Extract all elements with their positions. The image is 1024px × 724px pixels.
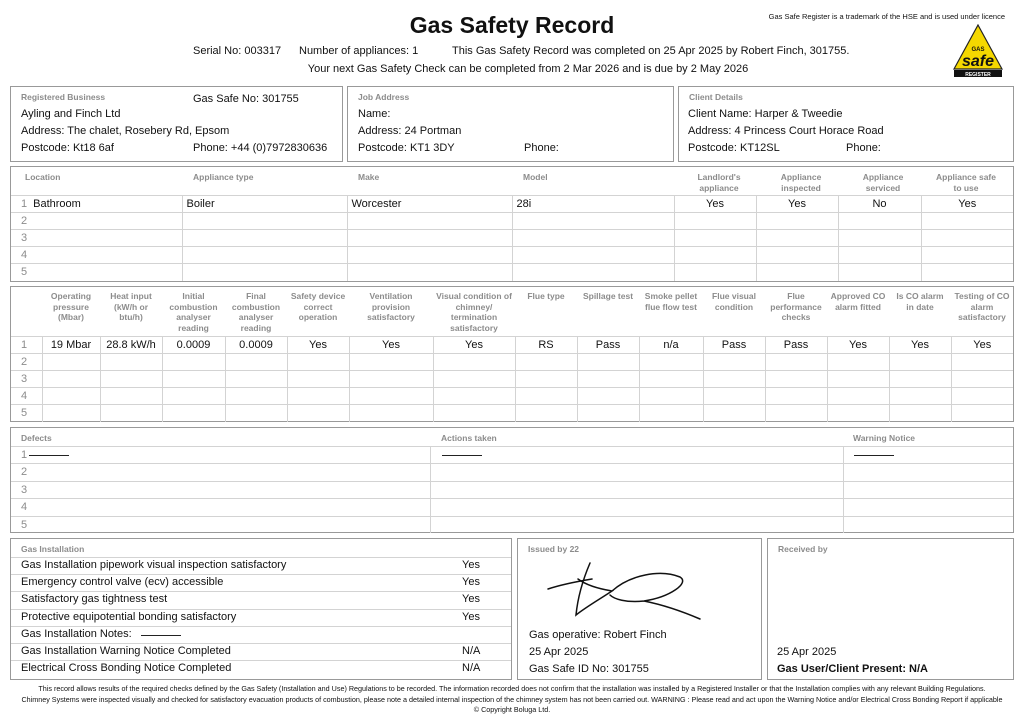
checks-cell — [827, 388, 889, 405]
checks-col-header: Smoke pellet flue flow test — [644, 291, 698, 312]
appliance-cell — [838, 264, 921, 281]
action-dash — [442, 455, 482, 456]
business-postcode: Postcode: Kt18 6af — [21, 142, 114, 154]
checks-col-header: Heat input (kW/h or btu/h) — [110, 291, 152, 322]
appliance-cell — [921, 264, 1013, 281]
col-appliance-safe: Appliance safe to use — [936, 172, 996, 193]
appliance-cell — [674, 213, 756, 230]
checks-cell — [703, 354, 765, 371]
checks-cell — [639, 405, 703, 422]
checks-cell: Yes — [827, 337, 889, 354]
installation-item-value: Yes — [462, 559, 480, 571]
defect-row-number: 1 — [21, 449, 28, 461]
business-name: Ayling and Finch Ltd — [21, 108, 121, 120]
checks-cell — [433, 371, 515, 388]
gas-installation-label: Gas Installation — [21, 544, 85, 554]
appliance-cell — [512, 264, 674, 281]
client-address: Address: 4 Princess Court Horace Road — [688, 125, 884, 137]
received-by-label: Received by — [778, 544, 828, 554]
checks-cell — [577, 371, 639, 388]
next-check-statement: Your next Gas Safety Check can be completed from 2 Mar 2026 and is due by 2 May 2026 — [307, 63, 749, 75]
checks-cell — [889, 354, 951, 371]
appliance-row — [11, 213, 1013, 230]
checks-cell — [765, 388, 827, 405]
appliance-cell — [512, 247, 674, 264]
appliance-cell — [347, 247, 512, 264]
checks-cell — [765, 354, 827, 371]
col-make: Make — [358, 172, 380, 182]
checks-row — [11, 388, 1013, 405]
business-gas-safe-no: Gas Safe No: 301755 — [193, 93, 299, 105]
installation-row-line — [11, 557, 511, 558]
checks-cell — [639, 371, 703, 388]
checks-cell — [225, 371, 287, 388]
checks-cell: 28.8 kW/h — [100, 337, 162, 354]
footer-disclaimer — [18, 684, 1006, 716]
checks-row — [11, 371, 1013, 388]
checks-cell — [433, 405, 515, 422]
appliance-cell — [921, 213, 1013, 230]
defect-row-line — [11, 446, 1013, 447]
checks-cell: RS — [515, 337, 577, 354]
appliance-location-cell — [11, 196, 182, 213]
row-number: 4 — [11, 388, 42, 405]
checks-cell — [162, 354, 225, 371]
installation-row-line — [11, 609, 511, 610]
notes-dash — [141, 635, 181, 636]
installation-row-line — [11, 660, 511, 661]
appliance-cell — [921, 230, 1013, 247]
appliance-cell — [512, 230, 674, 247]
checks-cell — [889, 405, 951, 422]
checks-cell — [100, 371, 162, 388]
installation-item-value: Yes — [462, 610, 480, 623]
checks-cell — [827, 354, 889, 371]
checks-cell — [42, 354, 100, 371]
appliance-cell: Yes — [921, 196, 1013, 213]
checks-cell — [162, 405, 225, 422]
logo-top-text: GAS — [971, 47, 985, 53]
issued-by-panel — [517, 538, 762, 680]
footer-line-2: Chimney Systems were inspected visually and checked for satisfactory evacuation products of combustion, please note a detailed internal inspection of the chimney system has not been carried out. WARNING : Please read and act upon the Warning Notice and/or Electrical Cross Bonding Report if applicable — [21, 694, 1003, 704]
job-postcode: Postcode: KT1 3DY — [358, 142, 455, 154]
defect-row-line — [11, 516, 1013, 517]
appliance-location-cell — [11, 230, 182, 247]
client-details-label: Client Details — [689, 92, 743, 102]
checks-col-header: Flue performance checks — [770, 291, 822, 322]
defect-row-number: 5 — [21, 518, 28, 531]
checks-cell — [100, 354, 162, 371]
job-address-label: Job Address — [358, 92, 410, 102]
checks-col-header: Spillage test — [582, 291, 634, 301]
appliance-cell — [838, 230, 921, 247]
appliance-cell — [182, 264, 347, 281]
appliance-cell — [347, 213, 512, 230]
checks-cell — [42, 405, 100, 422]
serial-number: Serial No: 003317 — [193, 45, 282, 57]
checks-cell — [162, 388, 225, 405]
checks-col-header: Flue type — [527, 291, 565, 301]
warning-notice-label: Warning Notice — [853, 433, 916, 443]
checks-col-header: Operating pressure (Mbar) — [50, 291, 92, 322]
col-location: Location — [25, 172, 61, 182]
checks-cell — [349, 405, 433, 422]
checks-col-header: Is CO alarm in date — [896, 291, 944, 312]
checks-cell — [703, 371, 765, 388]
checks-row — [11, 405, 1013, 422]
checks-cell — [515, 371, 577, 388]
checks-cell: Yes — [433, 337, 515, 354]
checks-cell — [515, 354, 577, 371]
appliance-cell: Worcester — [347, 196, 512, 213]
checks-cell — [827, 405, 889, 422]
appliance-cell — [347, 264, 512, 281]
appliance-cell — [674, 247, 756, 264]
appliance-cell: No — [838, 196, 921, 213]
checks-cell: Yes — [287, 337, 349, 354]
warning-dash — [854, 455, 894, 456]
row-number: 1 — [11, 337, 42, 354]
job-address: Address: 24 Portman — [358, 125, 462, 137]
job-address-panel — [347, 86, 674, 162]
appliance-row — [11, 264, 1013, 281]
checks-cell: 0.0009 — [162, 337, 225, 354]
checks-cell — [287, 405, 349, 422]
checks-cell — [951, 371, 1013, 388]
footer-copyright: © Copyright Boluga Ltd. — [473, 705, 551, 714]
issued-date: 25 Apr 2025 — [529, 646, 589, 658]
defect-row-number: 3 — [21, 483, 28, 496]
checks-cell — [827, 371, 889, 388]
appliances-panel — [10, 166, 1014, 282]
installation-item-label: Satisfactory gas tightness test — [21, 593, 168, 606]
checks-cell — [349, 354, 433, 371]
registered-business-panel — [10, 86, 343, 162]
appliance-location-cell — [11, 247, 182, 264]
installation-item-label: Gas Installation Warning Notice Completed — [21, 645, 231, 657]
checks-col-header: Approved CO alarm fitted — [830, 291, 886, 312]
checks-cell — [287, 388, 349, 405]
row-number: 2 — [21, 215, 28, 227]
appliance-cell — [756, 247, 838, 264]
checks-cell — [951, 405, 1013, 422]
checks-cell — [162, 371, 225, 388]
page-title: Gas Safety Record — [409, 12, 615, 38]
appliance-cell — [182, 213, 347, 230]
checks-cell — [515, 388, 577, 405]
checks-cell — [577, 405, 639, 422]
appliance-cell — [512, 213, 674, 230]
business-address: Address: The chalet, Rosebery Rd, Epsom — [21, 125, 230, 137]
appliance-row — [11, 196, 1013, 213]
row-number: 3 — [11, 371, 42, 388]
checks-col-header: Safety device correct operation — [290, 291, 346, 322]
appliance-row — [11, 247, 1013, 264]
installation-item-value: Yes — [462, 593, 480, 606]
appliance-cell: Yes — [674, 196, 756, 213]
checks-table — [11, 336, 1013, 422]
installation-item-label: Emergency control valve (ecv) accessible — [21, 576, 224, 589]
appliance-cell — [182, 230, 347, 247]
checks-cell: Pass — [765, 337, 827, 354]
checks-row — [11, 354, 1013, 371]
installation-item-label: Gas Installation Notes: — [21, 627, 132, 640]
checks-cell — [287, 354, 349, 371]
checks-cell — [703, 388, 765, 405]
logo-bottom-text: REGISTER — [965, 72, 991, 78]
appliance-cell — [182, 247, 347, 264]
row-number: 5 — [11, 405, 42, 422]
checks-cell — [42, 371, 100, 388]
checks-cell — [287, 371, 349, 388]
installation-row-line — [11, 626, 511, 627]
checks-col-header: Initial combustion analyser reading — [169, 291, 218, 333]
row-number: 1 — [21, 198, 28, 210]
checks-col-header: Visual condition of chimney/ termination satisfactory — [436, 291, 512, 333]
row-number: 5 — [21, 266, 28, 279]
job-phone: Phone: — [524, 142, 559, 154]
client-postcode: Postcode: KT12SL — [688, 142, 780, 154]
appliance-cell — [674, 230, 756, 247]
gas-safe-logo — [953, 24, 1003, 79]
client-phone: Phone: — [846, 142, 881, 154]
appliance-cell — [756, 230, 838, 247]
logo-main-text: safe — [961, 53, 995, 70]
appliance-cell — [674, 264, 756, 281]
checks-cell — [225, 405, 287, 422]
footer-line-1: This record allows results of the required checks defined by the Gas Safety (Installation and Use) Regulations to be recorded. The information recorded does not confirm that the installation was installed by a Registered Installer or that the Installation complies with any relevant Building Regulations. — [38, 684, 986, 693]
business-phone: Phone: +44 (0)7972830636 — [193, 142, 328, 154]
checks-cell — [433, 354, 515, 371]
checks-col-header: Flue visual condition — [712, 291, 756, 312]
job-name: Name: — [358, 108, 391, 120]
appliance-cell: Boiler — [182, 196, 347, 213]
actions-taken-label: Actions taken — [441, 433, 497, 443]
checks-cell — [577, 354, 639, 371]
installation-row-line — [11, 591, 511, 592]
checks-cell — [349, 388, 433, 405]
appliance-cell — [921, 247, 1013, 264]
checks-col-header: Final combustion analyser reading — [231, 291, 281, 333]
client-present: Gas User/Client Present: N/A — [777, 663, 928, 675]
checks-cell — [433, 388, 515, 405]
defects-panel — [10, 427, 1014, 533]
completion-statement: This Gas Safety Record was completed on 25 Apr 2025 by Robert Finch, 301755. — [452, 45, 850, 57]
col-appliance-serviced: Appliance serviced — [862, 172, 904, 193]
row-number: 3 — [21, 232, 28, 244]
installation-item-value: Yes — [462, 576, 480, 589]
row-number: 4 — [21, 249, 28, 261]
checks-row — [11, 337, 1013, 354]
issued-operative: Gas operative: Robert Finch — [529, 629, 667, 641]
checks-cell — [703, 405, 765, 422]
checks-cell — [765, 371, 827, 388]
defect-row-line — [11, 481, 1013, 482]
checks-cell — [639, 354, 703, 371]
defect-row-number: 4 — [21, 501, 28, 514]
appliance-location-cell — [11, 264, 182, 281]
col-landlords-appliance: Landlord's appliance — [697, 172, 741, 193]
col-appliance-type: Appliance type — [193, 172, 254, 182]
appliance-count: Number of appliances: 1 — [299, 45, 419, 57]
defects-label: Defects — [21, 433, 52, 443]
client-details-panel — [678, 86, 1014, 162]
checks-cell — [765, 405, 827, 422]
appliance-cell — [838, 247, 921, 264]
appliance-row — [11, 230, 1013, 247]
checks-cell — [951, 388, 1013, 405]
checks-cell — [100, 405, 162, 422]
appliance-cell — [756, 213, 838, 230]
installation-row-line — [11, 643, 511, 644]
installation-item-value: N/A — [462, 645, 481, 657]
checks-cell — [951, 354, 1013, 371]
checks-cell — [515, 405, 577, 422]
row-number: 2 — [11, 354, 42, 371]
received-date: 25 Apr 2025 — [777, 646, 837, 658]
installation-item-label: Electrical Cross Bonding Notice Completed — [21, 662, 232, 675]
checks-cell — [889, 371, 951, 388]
installation-item-label: Protective equipotential bonding satisfactory — [21, 610, 237, 623]
appliance-cell — [838, 213, 921, 230]
checks-cell — [639, 388, 703, 405]
checks-cell — [225, 354, 287, 371]
checks-cell — [42, 388, 100, 405]
checks-cell: Yes — [349, 337, 433, 354]
appliance-cell: Yes — [756, 196, 838, 213]
issued-by-label: Issued by 22 — [528, 544, 580, 554]
checks-cell: Yes — [889, 337, 951, 354]
appliance-cell: 28i — [512, 196, 674, 213]
defect-row-line — [11, 498, 1013, 499]
location-value: Bathroom — [33, 198, 81, 210]
col-appliance-inspected: Appliance inspected — [780, 172, 822, 193]
received-by-panel — [767, 538, 1014, 680]
defect-row-number: 2 — [21, 466, 28, 479]
client-name: Client Name: Harper & Tweedie — [688, 108, 843, 120]
checks-cell: Pass — [703, 337, 765, 354]
checks-cell — [349, 371, 433, 388]
registered-business-label: Registered Business — [21, 92, 106, 102]
checks-cell: Pass — [577, 337, 639, 354]
checks-cell — [100, 388, 162, 405]
checks-cell: 0.0009 — [225, 337, 287, 354]
appliance-cell — [347, 230, 512, 247]
appliance-cell — [756, 264, 838, 281]
issued-gas-safe-id: Gas Safe ID No: 301755 — [529, 663, 649, 675]
installation-row-line — [11, 574, 511, 575]
gas-installation-panel — [10, 538, 512, 680]
col-model: Model — [523, 172, 548, 182]
checks-cell — [577, 388, 639, 405]
checks-cell — [225, 388, 287, 405]
checks-cell: 19 Mbar — [42, 337, 100, 354]
checks-col-header: Ventilation provision satisfactory — [367, 291, 415, 322]
trademark-notice: Gas Safe Register is a trademark of the HSE and is used under licence — [768, 12, 1005, 21]
appliance-location-cell — [11, 213, 182, 230]
installation-item-value: N/A — [462, 662, 481, 675]
defect-row-line — [11, 463, 1013, 464]
checks-cell: n/a — [639, 337, 703, 354]
checks-col-header: Testing of CO alarm satisfactory — [954, 291, 1010, 322]
checks-panel — [10, 286, 1014, 422]
defect-dash — [29, 455, 69, 456]
installation-item-label: Gas Installation pipework visual inspection satisfactory — [21, 559, 287, 571]
checks-cell: Yes — [951, 337, 1013, 354]
appliances-table — [11, 195, 1013, 281]
signature-image — [540, 555, 710, 623]
checks-cell — [889, 388, 951, 405]
